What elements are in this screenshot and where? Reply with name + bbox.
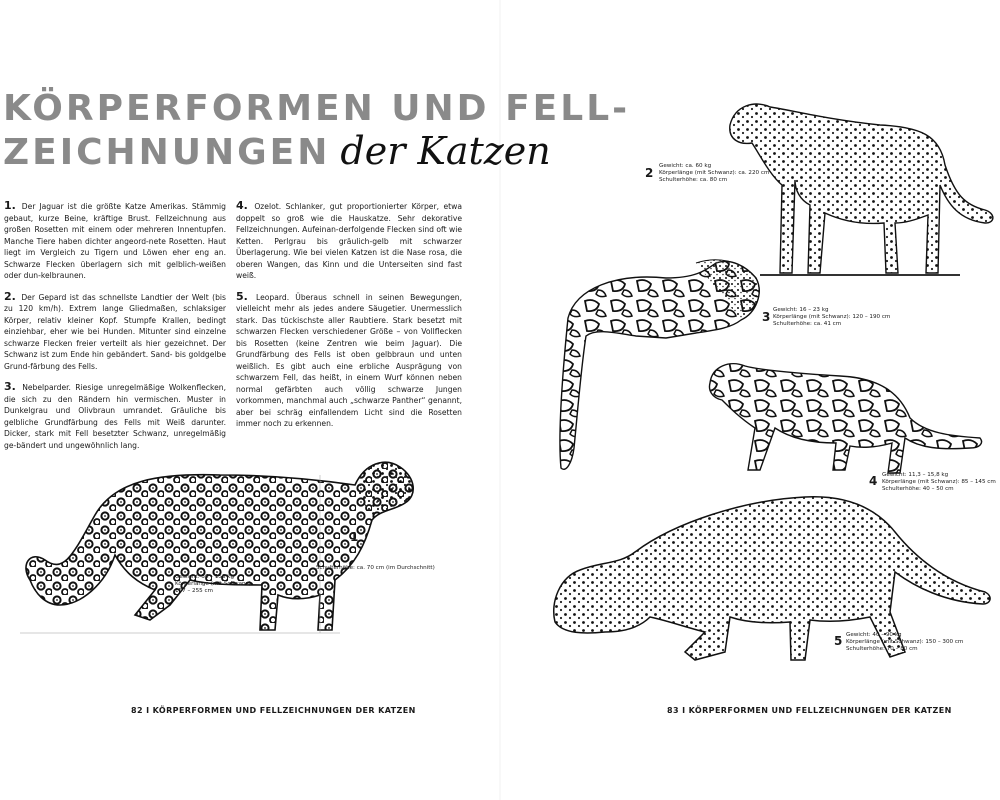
title-line-2: ZEICHNUNGEN (3, 132, 331, 173)
leopard-number: 5 (834, 634, 843, 648)
jaguar-number: 1 (350, 530, 359, 544)
cheetah-number: 2 (645, 166, 654, 180)
ocelot-illustration (700, 358, 985, 478)
jaguar-illustration (20, 455, 420, 645)
title-line-1: KÖRPERFORMEN UND FELL- (3, 88, 631, 129)
jaguar-caption: Gewicht: 36 – 158 kg Körperlänge (mit Schwanz): 157 – 255 cm (175, 574, 253, 594)
clouded-leopard-number: 3 (762, 310, 771, 324)
text-column-right (236, 200, 462, 439)
cheetah-illustration (700, 95, 1000, 285)
paragraph-cheetah: 2. Der Gepard ist das schnellste Landtier der Welt (bis zu 120 km/h). Extrem lange Gliedmaßen, schlaksiger Körper, relativ kleiner Kopf. Stumpfe Krallen, bedingt einziehbar, eher wie bei Hunden. Mitunter sind einzelne schwarze Flecken freier verteilt als hier gezeichnet. Der Schwanz ist zum Ende hin gebändert. Sand- bis goldgelbe Grund-färbung des Fells. (4, 289, 227, 371)
paragraph-leopard: 5. Leopard. Überaus schnell in seinen Bewegungen, vielleicht mehr als jedes andere Säugetier. Unermesslich stark. Das tückischste aller Raubtiere. Stark besetzt mit schwarzen Flecken verschiedener Größe – von Vollflecken bis Rosetten (keine Zentren wie beim Jaguar). Die Grundfärbung des Fells ist oben gelbbraun und unten weißlich. Es gibt auch eine erbliche Ausprägung von schwarzem Fell, das heißt, in einem Wurf können neben normal gefärbten auch völlig schwarze Jungen vorkommen, manchmal auch „schwarze Panther“ genannt, aber bei schräg einfallendem Licht sind die Rosetten immer noch zu erkennen. (236, 289, 462, 428)
paragraph-ocelot: 4. Ozelot. Schlanker, gut proportionierter Körper, etwa doppelt so groß wie die Hauskatze. Sehr dekorative Fellzeichnungen. Aufeinan-derfolgende Flecken sind oft wie Ketten. Perlgrau bis gräulich-gelb mit schwarzer Überlagerung. Wie bei vielen Katzen ist die Nase rosa, die oberen Wangen, das Kinn und die Unterseiten sind fast weiß. (236, 199, 462, 280)
ocelot-number: 4 (869, 474, 878, 488)
paragraph-clouded-leopard: 3. Nebelparder. Riesige unregelmäßige Wolkenflecken, die sich zu den Rändern hin vermischen. Muster in Dunkelgrau und Olivbraun umrandet. Gräuliche bis gelbliche Grundfärbung des Fells mit Weiß darunter. Dicker, stark mit Fell besetzter Schwanz, unregelmäßig ge-bändert und ungewöhnlich lang. (4, 380, 226, 450)
leopard-caption: Gewicht: 40 – 90 kg Körperlänge (mit Schwanz): 150 – 300 cm Schulterhöhe: 70 – 80 cm (846, 632, 964, 652)
page-title (3, 88, 630, 174)
footer-right: 83 I KÖRPERFORMEN UND FELLZEICHNUNGEN DER KATZEN (667, 706, 952, 715)
jaguar-shoulder-caption: Schulterhöhe: ca. 70 cm (im Durchschnitt) (316, 565, 435, 571)
text-column-left (4, 200, 226, 460)
clouded-leopard-caption: Gewicht: 16 – 23 kg Körperlänge (mit Schwanz): 120 – 190 cm Schulterhöhe: ca. 41 cm (773, 307, 891, 327)
cheetah-caption: Gewicht: ca. 60 kg Körperlänge (mit Schwanz): ca. 220 cm Schulterhöhe: ca. 80 cm (659, 163, 770, 183)
footer-left: 82 I KÖRPERFORMEN UND FELLZEICHNUNGEN DER KATZEN (131, 706, 416, 715)
title-script: der Katzen (340, 129, 551, 173)
ocelot-caption: Gewicht: 11,3 – 15,8 kg Körperlänge (mit Schwanz): 85 – 145 cm Schulterhöhe: 40 – 50 cm (882, 472, 996, 492)
paragraph-jaguar: 1. Der Jaguar ist die größte Katze Amerikas. Stämmig gebaut, kurze Beine, kräftige Brust. Fellzeichnung aus großen Rosetten mit einem oder mehreren Innentupfen. Manche Tiere haben dichter angeord-nete Rosetten. Haut liegt im Vergleich zu Tigern und Löwen eher eng an. Schwarze Flecken überlagern sich mit gelblich-weißen oder dun-kelbraunen. (4, 199, 226, 280)
